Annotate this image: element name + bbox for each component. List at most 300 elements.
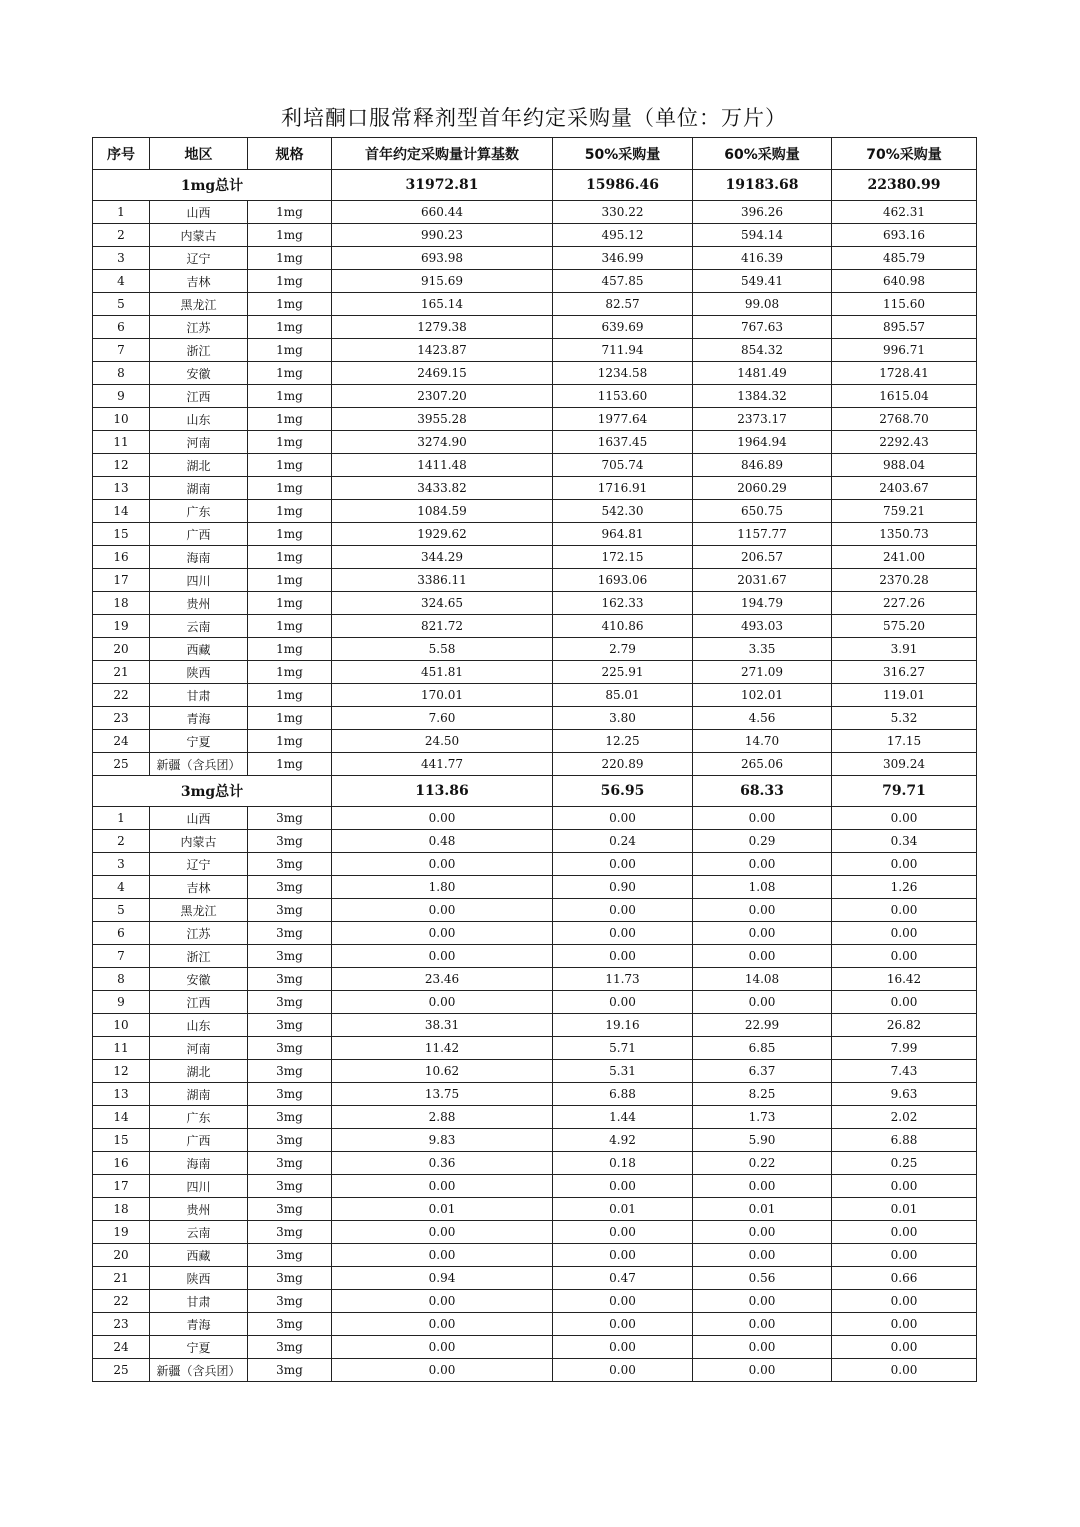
spec-cell: 1mg [248, 592, 332, 615]
base-quantity-cell: 324.65 [332, 592, 553, 615]
base-quantity-cell: 344.29 [332, 546, 553, 569]
qty-70-cell: 575.20 [832, 615, 977, 638]
table-row [93, 707, 977, 730]
table-row [93, 1175, 977, 1198]
spec-cell: 1mg [248, 362, 332, 385]
qty-70-cell: 2292.43 [832, 431, 977, 454]
qty-70-cell: 0.00 [832, 807, 977, 830]
spec-cell: 1mg [248, 270, 332, 293]
qty-50-cell: 1716.91 [553, 477, 693, 500]
total-50-percent: 15986.46 [553, 170, 693, 201]
table-row [93, 922, 977, 945]
spec-cell: 1mg [248, 454, 332, 477]
qty-60-cell: 0.00 [693, 853, 832, 876]
base-quantity-cell: 2.88 [332, 1106, 553, 1129]
qty-70-cell: 0.34 [832, 830, 977, 853]
qty-50-cell: 705.74 [553, 454, 693, 477]
index-cell: 9 [93, 385, 150, 408]
index-cell: 25 [93, 753, 150, 776]
spec-cell: 3mg [248, 899, 332, 922]
qty-60-cell: 0.00 [693, 1175, 832, 1198]
region-cell: 湖北 [150, 1060, 248, 1083]
base-quantity-cell: 11.42 [332, 1037, 553, 1060]
qty-70-cell: 3.91 [832, 638, 977, 661]
section-total-row [93, 776, 977, 807]
spec-cell: 3mg [248, 922, 332, 945]
spec-cell: 1mg [248, 477, 332, 500]
header-50-percent: 50%采购量 [553, 138, 693, 170]
qty-70-cell: 0.00 [832, 1221, 977, 1244]
base-quantity-cell: 23.46 [332, 968, 553, 991]
region-cell: 浙江 [150, 339, 248, 362]
qty-60-cell: 0.00 [693, 1290, 832, 1313]
index-cell: 12 [93, 1060, 150, 1083]
qty-60-cell: 846.89 [693, 454, 832, 477]
index-cell: 24 [93, 730, 150, 753]
qty-70-cell: 9.63 [832, 1083, 977, 1106]
region-cell: 陕西 [150, 1267, 248, 1290]
index-cell: 13 [93, 477, 150, 500]
table-row [93, 247, 977, 270]
spec-cell: 3mg [248, 853, 332, 876]
qty-60-cell: 1.08 [693, 876, 832, 899]
qty-60-cell: 22.99 [693, 1014, 832, 1037]
index-cell: 1 [93, 201, 150, 224]
index-cell: 14 [93, 1106, 150, 1129]
table-row [93, 1152, 977, 1175]
region-cell: 山西 [150, 807, 248, 830]
spec-cell: 3mg [248, 1359, 332, 1382]
index-cell: 5 [93, 293, 150, 316]
qty-70-cell: 7.43 [832, 1060, 977, 1083]
qty-70-cell: 316.27 [832, 661, 977, 684]
qty-60-cell: 0.00 [693, 1244, 832, 1267]
qty-60-cell: 396.26 [693, 201, 832, 224]
qty-50-cell: 12.25 [553, 730, 693, 753]
spec-cell: 1mg [248, 201, 332, 224]
region-cell: 广西 [150, 523, 248, 546]
spec-cell: 1mg [248, 569, 332, 592]
qty-70-cell: 0.66 [832, 1267, 977, 1290]
qty-70-cell: 241.00 [832, 546, 977, 569]
qty-50-cell: 0.00 [553, 1290, 693, 1313]
qty-70-cell: 0.25 [832, 1152, 977, 1175]
qty-60-cell: 0.00 [693, 807, 832, 830]
qty-50-cell: 0.00 [553, 1336, 693, 1359]
index-cell: 6 [93, 316, 150, 339]
qty-60-cell: 14.08 [693, 968, 832, 991]
region-cell: 辽宁 [150, 853, 248, 876]
table-row [93, 431, 977, 454]
region-cell: 山西 [150, 201, 248, 224]
region-cell: 贵州 [150, 592, 248, 615]
table-row [93, 523, 977, 546]
spec-cell: 1mg [248, 707, 332, 730]
qty-60-cell: 493.03 [693, 615, 832, 638]
spec-cell: 3mg [248, 1244, 332, 1267]
spec-cell: 3mg [248, 1198, 332, 1221]
procurement-table [92, 137, 977, 1382]
base-quantity-cell: 0.00 [332, 853, 553, 876]
index-cell: 15 [93, 1129, 150, 1152]
index-cell: 11 [93, 1037, 150, 1060]
index-cell: 23 [93, 707, 150, 730]
table-row [93, 201, 977, 224]
spec-cell: 1mg [248, 523, 332, 546]
index-cell: 14 [93, 500, 150, 523]
spec-cell: 3mg [248, 1336, 332, 1359]
table-row [93, 1129, 977, 1152]
qty-50-cell: 6.88 [553, 1083, 693, 1106]
region-cell: 山东 [150, 408, 248, 431]
region-cell: 湖北 [150, 454, 248, 477]
table-row [93, 807, 977, 830]
base-quantity-cell: 1084.59 [332, 500, 553, 523]
base-quantity-cell: 1423.87 [332, 339, 553, 362]
qty-70-cell: 5.32 [832, 707, 977, 730]
table-row [93, 615, 977, 638]
spec-cell: 1mg [248, 753, 332, 776]
qty-50-cell: 1153.60 [553, 385, 693, 408]
region-cell: 贵州 [150, 1198, 248, 1221]
qty-70-cell: 119.01 [832, 684, 977, 707]
qty-60-cell: 0.00 [693, 1359, 832, 1382]
header-region: 地区 [150, 138, 248, 170]
region-cell: 新疆（含兵团） [150, 1359, 248, 1382]
region-cell: 云南 [150, 1221, 248, 1244]
qty-50-cell: 0.18 [553, 1152, 693, 1175]
base-quantity-cell: 0.00 [332, 1290, 553, 1313]
table-row [93, 1037, 977, 1060]
spec-cell: 1mg [248, 500, 332, 523]
qty-60-cell: 3.35 [693, 638, 832, 661]
qty-50-cell: 1977.64 [553, 408, 693, 431]
index-cell: 10 [93, 408, 150, 431]
region-cell: 吉林 [150, 876, 248, 899]
qty-50-cell: 1234.58 [553, 362, 693, 385]
base-quantity-cell: 990.23 [332, 224, 553, 247]
table-row [93, 293, 977, 316]
spec-cell: 1mg [248, 293, 332, 316]
qty-50-cell: 11.73 [553, 968, 693, 991]
base-quantity-cell: 451.81 [332, 661, 553, 684]
qty-60-cell: 1.73 [693, 1106, 832, 1129]
spec-cell: 1mg [248, 224, 332, 247]
spec-cell: 3mg [248, 1037, 332, 1060]
qty-50-cell: 346.99 [553, 247, 693, 270]
table-row [93, 270, 977, 293]
region-cell: 河南 [150, 1037, 248, 1060]
qty-70-cell: 693.16 [832, 224, 977, 247]
index-cell: 9 [93, 991, 150, 1014]
region-cell: 湖南 [150, 1083, 248, 1106]
table-row [93, 638, 977, 661]
table-row [93, 1244, 977, 1267]
table-row [93, 1083, 977, 1106]
qty-60-cell: 650.75 [693, 500, 832, 523]
base-quantity-cell: 24.50 [332, 730, 553, 753]
base-quantity-cell: 3274.90 [332, 431, 553, 454]
table-row [93, 753, 977, 776]
table-row [93, 991, 977, 1014]
spec-cell: 3mg [248, 876, 332, 899]
table-row [93, 945, 977, 968]
spec-cell: 1mg [248, 730, 332, 753]
qty-50-cell: 711.94 [553, 339, 693, 362]
base-quantity-cell: 0.00 [332, 807, 553, 830]
table-row [93, 408, 977, 431]
region-cell: 青海 [150, 707, 248, 730]
qty-50-cell: 330.22 [553, 201, 693, 224]
qty-50-cell: 0.00 [553, 1313, 693, 1336]
region-cell: 山东 [150, 1014, 248, 1037]
qty-50-cell: 0.01 [553, 1198, 693, 1221]
qty-70-cell: 16.42 [832, 968, 977, 991]
qty-70-cell: 0.00 [832, 991, 977, 1014]
region-cell: 广东 [150, 500, 248, 523]
qty-70-cell: 0.00 [832, 853, 977, 876]
table-header-row [93, 138, 977, 170]
index-cell: 19 [93, 615, 150, 638]
base-quantity-cell: 1929.62 [332, 523, 553, 546]
table-body [93, 170, 977, 1382]
index-cell: 1 [93, 807, 150, 830]
index-cell: 22 [93, 684, 150, 707]
section-total-label: 1mg总计 [93, 170, 332, 201]
region-cell: 海南 [150, 546, 248, 569]
table-row [93, 546, 977, 569]
qty-50-cell: 0.00 [553, 899, 693, 922]
qty-50-cell: 639.69 [553, 316, 693, 339]
region-cell: 内蒙古 [150, 830, 248, 853]
header-index: 序号 [93, 138, 150, 170]
region-cell: 西藏 [150, 638, 248, 661]
qty-60-cell: 14.70 [693, 730, 832, 753]
qty-70-cell: 2768.70 [832, 408, 977, 431]
base-quantity-cell: 0.94 [332, 1267, 553, 1290]
table-row [93, 454, 977, 477]
qty-50-cell: 0.00 [553, 991, 693, 1014]
index-cell: 2 [93, 224, 150, 247]
qty-60-cell: 271.09 [693, 661, 832, 684]
spec-cell: 3mg [248, 1083, 332, 1106]
qty-70-cell: 309.24 [832, 753, 977, 776]
region-cell: 河南 [150, 431, 248, 454]
qty-50-cell: 0.47 [553, 1267, 693, 1290]
qty-60-cell: 1964.94 [693, 431, 832, 454]
qty-60-cell: 194.79 [693, 592, 832, 615]
base-quantity-cell: 3433.82 [332, 477, 553, 500]
qty-50-cell: 172.15 [553, 546, 693, 569]
region-cell: 安徽 [150, 362, 248, 385]
qty-60-cell: 1384.32 [693, 385, 832, 408]
table-row [93, 830, 977, 853]
qty-70-cell: 485.79 [832, 247, 977, 270]
qty-50-cell: 0.24 [553, 830, 693, 853]
qty-70-cell: 1728.41 [832, 362, 977, 385]
qty-60-cell: 416.39 [693, 247, 832, 270]
qty-70-cell: 26.82 [832, 1014, 977, 1037]
qty-50-cell: 0.00 [553, 945, 693, 968]
table-row [93, 569, 977, 592]
spec-cell: 1mg [248, 385, 332, 408]
qty-70-cell: 115.60 [832, 293, 977, 316]
index-cell: 24 [93, 1336, 150, 1359]
table-row [93, 684, 977, 707]
index-cell: 20 [93, 1244, 150, 1267]
table-row [93, 853, 977, 876]
base-quantity-cell: 0.00 [332, 1221, 553, 1244]
table-row [93, 876, 977, 899]
region-cell: 内蒙古 [150, 224, 248, 247]
qty-60-cell: 0.01 [693, 1198, 832, 1221]
qty-60-cell: 6.85 [693, 1037, 832, 1060]
qty-60-cell: 265.06 [693, 753, 832, 776]
spec-cell: 3mg [248, 1129, 332, 1152]
base-quantity-cell: 441.77 [332, 753, 553, 776]
qty-70-cell: 988.04 [832, 454, 977, 477]
total-70-percent: 22380.99 [832, 170, 977, 201]
spec-cell: 3mg [248, 1290, 332, 1313]
qty-50-cell: 3.80 [553, 707, 693, 730]
index-cell: 21 [93, 1267, 150, 1290]
table-row [93, 477, 977, 500]
spec-cell: 3mg [248, 1267, 332, 1290]
spec-cell: 1mg [248, 546, 332, 569]
region-cell: 四川 [150, 1175, 248, 1198]
qty-70-cell: 0.00 [832, 1175, 977, 1198]
region-cell: 江西 [150, 991, 248, 1014]
base-quantity-cell: 0.00 [332, 922, 553, 945]
index-cell: 4 [93, 876, 150, 899]
region-cell: 江苏 [150, 922, 248, 945]
region-cell: 陕西 [150, 661, 248, 684]
qty-70-cell: 0.00 [832, 1290, 977, 1313]
total-base-quantity: 113.86 [332, 776, 553, 807]
base-quantity-cell: 0.00 [332, 991, 553, 1014]
header-60-percent: 60%采购量 [693, 138, 832, 170]
qty-50-cell: 1693.06 [553, 569, 693, 592]
qty-50-cell: 0.00 [553, 807, 693, 830]
index-cell: 18 [93, 592, 150, 615]
qty-60-cell: 2031.67 [693, 569, 832, 592]
qty-60-cell: 2373.17 [693, 408, 832, 431]
base-quantity-cell: 9.83 [332, 1129, 553, 1152]
qty-60-cell: 0.00 [693, 991, 832, 1014]
index-cell: 5 [93, 899, 150, 922]
qty-60-cell: 549.41 [693, 270, 832, 293]
qty-70-cell: 2403.67 [832, 477, 977, 500]
qty-50-cell: 410.86 [553, 615, 693, 638]
region-cell: 青海 [150, 1313, 248, 1336]
index-cell: 17 [93, 1175, 150, 1198]
spec-cell: 3mg [248, 830, 332, 853]
index-cell: 20 [93, 638, 150, 661]
spec-cell: 3mg [248, 991, 332, 1014]
qty-70-cell: 227.26 [832, 592, 977, 615]
table-row [93, 1198, 977, 1221]
index-cell: 15 [93, 523, 150, 546]
spec-cell: 3mg [248, 1313, 332, 1336]
table-row [93, 1267, 977, 1290]
base-quantity-cell: 10.62 [332, 1060, 553, 1083]
qty-50-cell: 0.00 [553, 1175, 693, 1198]
qty-50-cell: 0.90 [553, 876, 693, 899]
index-cell: 7 [93, 945, 150, 968]
base-quantity-cell: 38.31 [332, 1014, 553, 1037]
table-row [93, 730, 977, 753]
qty-60-cell: 102.01 [693, 684, 832, 707]
qty-60-cell: 99.08 [693, 293, 832, 316]
spec-cell: 1mg [248, 247, 332, 270]
qty-60-cell: 1481.49 [693, 362, 832, 385]
index-cell: 11 [93, 431, 150, 454]
index-cell: 16 [93, 1152, 150, 1175]
table-row [93, 224, 977, 247]
base-quantity-cell: 693.98 [332, 247, 553, 270]
qty-50-cell: 4.92 [553, 1129, 693, 1152]
spec-cell: 3mg [248, 1221, 332, 1244]
table-row [93, 1336, 977, 1359]
index-cell: 3 [93, 853, 150, 876]
spec-cell: 3mg [248, 1152, 332, 1175]
index-cell: 16 [93, 546, 150, 569]
base-quantity-cell: 3955.28 [332, 408, 553, 431]
table-row [93, 968, 977, 991]
index-cell: 10 [93, 1014, 150, 1037]
region-cell: 四川 [150, 569, 248, 592]
spec-cell: 3mg [248, 1014, 332, 1037]
spec-cell: 3mg [248, 945, 332, 968]
index-cell: 8 [93, 968, 150, 991]
table-row [93, 385, 977, 408]
qty-60-cell: 1157.77 [693, 523, 832, 546]
qty-70-cell: 640.98 [832, 270, 977, 293]
table-row [93, 1106, 977, 1129]
qty-50-cell: 5.71 [553, 1037, 693, 1060]
qty-60-cell: 0.29 [693, 830, 832, 853]
spec-cell: 1mg [248, 661, 332, 684]
total-base-quantity: 31972.81 [332, 170, 553, 201]
base-quantity-cell: 13.75 [332, 1083, 553, 1106]
spec-cell: 3mg [248, 968, 332, 991]
qty-60-cell: 854.32 [693, 339, 832, 362]
qty-50-cell: 0.00 [553, 922, 693, 945]
page-title: 利培酮口服常释剂型首年约定采购量（单位：万片） [281, 106, 787, 130]
qty-70-cell: 7.99 [832, 1037, 977, 1060]
qty-60-cell: 0.00 [693, 1336, 832, 1359]
qty-50-cell: 162.33 [553, 592, 693, 615]
index-cell: 23 [93, 1313, 150, 1336]
index-cell: 3 [93, 247, 150, 270]
qty-50-cell: 1.44 [553, 1106, 693, 1129]
region-cell: 广西 [150, 1129, 248, 1152]
qty-70-cell: 0.00 [832, 899, 977, 922]
base-quantity-cell: 1.80 [332, 876, 553, 899]
table-row [93, 661, 977, 684]
region-cell: 吉林 [150, 270, 248, 293]
index-cell: 8 [93, 362, 150, 385]
region-cell: 甘肃 [150, 684, 248, 707]
qty-70-cell: 895.57 [832, 316, 977, 339]
region-cell: 海南 [150, 1152, 248, 1175]
index-cell: 21 [93, 661, 150, 684]
qty-70-cell: 0.00 [832, 922, 977, 945]
header-base-quantity: 首年约定采购量计算基数 [332, 138, 553, 170]
region-cell: 江西 [150, 385, 248, 408]
table-row [93, 339, 977, 362]
qty-50-cell: 220.89 [553, 753, 693, 776]
